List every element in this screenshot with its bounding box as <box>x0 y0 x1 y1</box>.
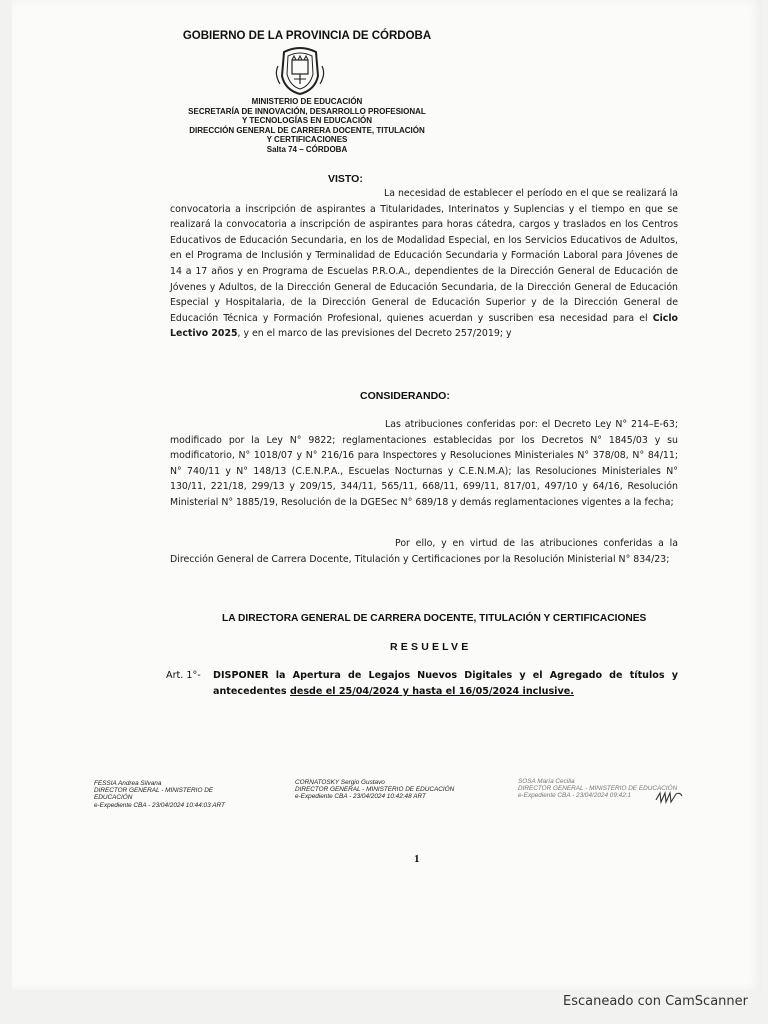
signature-timestamp: e-Expediente CBA - 23/04/2024 09:42:1 <box>518 792 632 800</box>
signature-timestamp: e-Expediente CBA - 23/04/2024 10:42:48 ART <box>295 793 426 801</box>
signature-block-fessia <box>94 780 264 809</box>
ministry-line: MINISTERIO DE EDUCACIÓN <box>251 97 363 106</box>
por-ello-lead: Por ello, y en virtud de las atribuciones conferidas a <box>395 538 664 549</box>
considerando-lead: Las atribuciones conferidas por: el Decreto Ley N° <box>385 419 628 430</box>
ministry-header <box>142 97 472 155</box>
considerando-heading: CONSIDERANDO: <box>360 390 450 402</box>
visto-text-end: , y en el marco de las previsiones del Decreto 257/2019; y <box>237 328 512 340</box>
signature-name: FESSIA Andrea Silvana <box>94 780 162 787</box>
handwritten-mark-icon <box>654 790 684 804</box>
document-page <box>12 0 762 990</box>
ministry-line: DIRECCIÓN GENERAL DE CARRERA DOCENTE, TITULACIÓN <box>189 125 425 135</box>
ministry-address: Salta 74 – CÓRDOBA <box>266 144 348 154</box>
visto-heading: VISTO: <box>328 173 363 185</box>
signature-name: CORNATOSKY Sergio Gustavo <box>295 779 385 786</box>
visto-paragraph <box>170 186 678 342</box>
provincial-seal-icon <box>270 46 330 96</box>
ministry-line: SECRETARÍA DE INNOVACIÓN, DESARROLLO PROFESIONAL <box>188 106 426 116</box>
signature-role: DIRECTOR GENERAL - MINISTERIO DE EDUCACIÓN <box>295 786 455 794</box>
ministry-line: Y CERTIFICACIONES <box>266 135 348 145</box>
article-text <box>213 668 678 700</box>
ciclo-lectivo: Ciclo Lectivo 2025 <box>170 312 678 340</box>
visto-lead: La necesidad de establecer el período en el que se <box>384 188 623 199</box>
considerando-paragraph <box>170 417 678 511</box>
por-ello-paragraph <box>170 536 678 567</box>
page-number: 1 <box>414 853 420 865</box>
government-title: GOBIERNO DE LA PROVINCIA DE CÓRDOBA <box>182 30 432 42</box>
signature-role: DIRECTOR GENERAL - MINISTERIO DE <box>94 787 214 795</box>
article-dates: desde el 25/04/2024 y hasta el 16/05/2024 inclusive. <box>289 686 574 697</box>
signature-timestamp: e-Expediente CBA - 23/04/2024 10:44:03 ART <box>94 801 225 809</box>
signature-block-sosa <box>518 778 733 800</box>
visto-text: realizará la convocatoria a inscripción de aspirantes a Titularidades, Interinatos y Suplencias y el tiempo en que se realizará la convocatoria a inscripción de aspirantes para horas cátedra, cargos y traslados en los Centros Educativos de Educación Secundaria, en los de Modalidad Especial, en los Servicios Educativos de Adultos, en el Programa de Inclusión y Terminalidad de Educación Secundaria y Formación Laboral para Jóvenes de 14 a 17 años y en Programa de Escuelas P.R.O.A., dependientes de la Dirección General de Educación de Jóvenes y Adultos, de la Dirección General de Educación Secundaria, de la Dirección General de Educación Especial y Hospitalaria, de la Dirección General de Educación Superior y de la Dirección General de Educación Técnica y Formación Profesional, quienes acuerdan y suscriben esa necesidad para el <box>170 188 678 324</box>
article-body: DISPONER la Apertura de Legajos Nuevos Digitales y el Agregado de títulos y antecedentes <box>213 670 678 697</box>
resuelve-heading: RESUELVE <box>390 641 472 653</box>
signature-role: DIRECTOR GENERAL - MINISTERIO DE EDUCACIÓN <box>518 785 678 793</box>
ministry-line: Y TECNOLOGÍAS EN EDUCACIÓN <box>241 116 373 126</box>
article-number: Art. 1°- <box>166 670 201 681</box>
por-ello-text: la Dirección General de Carrera Docente, Titulación y Certificaciones por la Resolución Ministerial N° 834/23; <box>170 538 678 565</box>
directora-heading: LA DIRECTORA GENERAL DE CARRERA DOCENTE, TITULACIÓN Y CERTIFICACIONES <box>222 613 647 624</box>
considerando-text: 214–E-63; modificado por la Ley N° 9822; reglamentaciones establecidas por los Decretos N° 1845/03 y su modificatorio, N° 1018/07 y N° 216/16 para Inspectores y Resoluciones Ministeriales N° 378/08, N° 84/11; N° 740/11 y N° 148/13 (C.E.N.P.A., Escuelas Nocturnas y C.E.N.M.A); las Resoluciones Ministeriales N° 130/11, 221/18, 299/13 y 209/15, 344/11, 565/11, 668/11, 699/11, 817/01, 497/10 y 64/16, Resolución Ministerial N° 1885/19, Resolución de la DGESec N° 689/18 y demás reglamentaciones vigentes a la fecha; <box>170 419 679 508</box>
signature-role: EDUCACIÓN <box>94 794 133 802</box>
signature-name: SOSA María Cecilia <box>518 778 575 785</box>
signature-block-cornatosky <box>295 779 510 801</box>
scanner-watermark: Escaneado con CamScanner <box>562 994 748 1009</box>
